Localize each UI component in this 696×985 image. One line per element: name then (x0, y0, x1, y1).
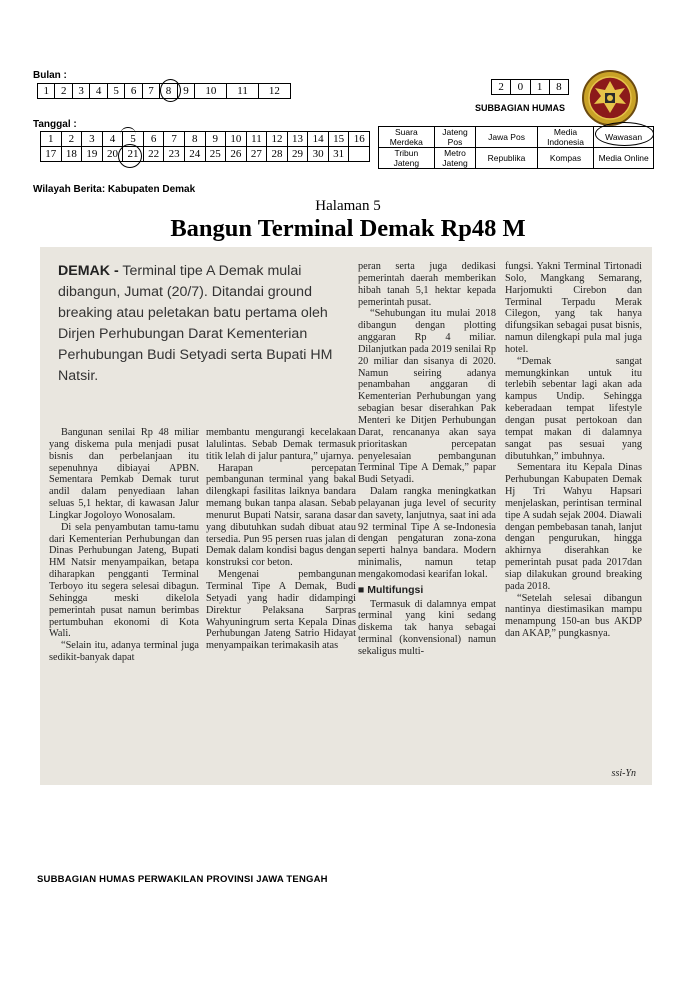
month-cell: 4 (90, 84, 107, 99)
source-kompas: Kompas (537, 148, 594, 169)
article-column-2 (206, 427, 356, 652)
month-cell: 8 (160, 84, 177, 99)
paragraph: “Sehubungan itu mulai 2018 dibangun dengan plotting anggaran Rp 4 miliar. Dilanjutkan pada 2019 senilai Rp 20 miliar dan sisanya di 2020. Namun seiring adanya penambahan anggaran di Kementerian Perhubungan yang sebagian besar diserahkan Pak Menteri ke Ditjen Perhubungan Darat, rencananya akan saya prioritaskan percepatan penyelesaian pembangunan Terminal Tipe A Demak,” papar Budi Setyadi. (358, 308, 496, 486)
month-cell: 1 (38, 84, 55, 99)
source-tribun-jateng: Tribun Jateng (379, 148, 435, 169)
source-jawa-pos: Jawa Pos (476, 127, 537, 148)
date-cell: 8 (184, 132, 205, 147)
byline: ssi-Yn (611, 768, 636, 779)
date-cell: 6 (143, 132, 164, 147)
date-cell: 14 (308, 132, 329, 147)
unit-label: SUBBAGIAN HUMAS (475, 103, 565, 113)
paragraph: Mengenai pembangunan Terminal Tipe A Demak, Budi Setyadi yang hadir didampingi Direktur Pelaksana Sarpras Wahyuningrum serta Kepala Dinas Perhubungan Jateng Satrio Hidayat menyampaikan terimakasih atas (206, 569, 356, 652)
paragraph: peran serta juga dedikasi pemerintah daerah memberikan hibah tanah 5,1 hektar kepada pemerintah pusat. (358, 261, 496, 308)
headline: Bangun Terminal Demak Rp48 M (170, 215, 526, 242)
paragraph: Termasuk di dalamnya empat terminal yang kini sedang diskema tak hanya sebagai terminal (konvensional) namun sekaligus multi- (358, 598, 496, 657)
year-digit: 0 (511, 80, 530, 95)
date-cell: 18 (61, 147, 82, 162)
article-lead (58, 261, 358, 387)
date-cell: 15 (328, 132, 349, 147)
tanggal-label: Tanggal : (33, 119, 77, 130)
month-cell: 5 (107, 84, 124, 99)
date-cell: 9 (205, 132, 226, 147)
paragraph: Di sela penyambutan tamu-tamu dari Kementerian Perhubungan dan Dinas Perhubungan Jateng, Bupati HM Natsir menyampaikan, betapa diharapkan pengganti Terminal Terboyo itu segera selesai dibagun. Sehingga meski dikelola pemerintah pusat namun berimbas pertumbuhan ekonomi di Kota Wali. (49, 521, 199, 640)
footer: SUBBAGIAN HUMAS PERWAKILAN PROVINSI JAWA TENGAH (37, 874, 328, 885)
paragraph: “Demak sangat memungkinkan untuk itu terlebih sebentar lagi akan ada kampus Undip. Sehingga keberadaan tempat lifestyle dengan pusat pertokoan dan tempat makan di dalamnya sangat pas sesuai yang dibutuhkan,” imbuhnya. (505, 355, 642, 462)
article-column-4 (505, 261, 642, 640)
source-republika: Republika (476, 148, 537, 169)
media-source-table (378, 126, 654, 169)
month-cell: 11 (227, 84, 258, 99)
year-digit: 2 (492, 80, 511, 95)
date-cell: 27 (246, 147, 267, 162)
date-cell: 21 (123, 147, 144, 162)
date-cell: 7 (164, 132, 185, 147)
month-cell: 10 (195, 84, 227, 99)
month-cell: 2 (55, 84, 72, 99)
bulan-label: Bulan : (33, 70, 67, 81)
source-media-online: Media Online (594, 148, 654, 169)
month-cell: 6 (125, 84, 142, 99)
paragraph: Dalam rangka meningkatkan pelayanan juga level of security dan savety, lanjutnya, saat ini ada 92 terminal Tipe A se-Indonesia dengan pengaturan zona-zona seperti halnya bandara. Modern minimalis, namun tetap mengakomodasi kearifan lokal. (358, 486, 497, 580)
month-grid (37, 83, 291, 99)
date-cell: 30 (308, 147, 329, 162)
paragraph: Sementara itu Kepala Dinas Perhubungan Kabupaten Demak Hj Tri Wahyu Hapsari menjelaskan, perintisan terminal tipe A sudah sejak 2004. Diawali dengan pembebasan tanah, lanjut dengan pengurukan, hingga akhirnya diserahkan ke pemerintah pusat pada 2017dan siap dilakukan ground breaking pada 2018. (505, 462, 642, 592)
page-label: Halaman 5 (315, 198, 381, 214)
source-media-indonesia: Media Indonesia (537, 127, 594, 148)
date-cell: 17 (41, 147, 62, 162)
date-cell: 24 (184, 147, 205, 162)
year-grid (491, 79, 569, 95)
source-metro-jateng: Metro Jateng (434, 148, 476, 169)
lead-text: Terminal tipe A Demak mulai dibangun, Jumat (20/7). Ditandai ground breaking atau peletakan batu pertama oleh Dirjen Perhubungan Darat Kementerian Perhubungan Budi Setyadi serta Bupati HM Natsir. (58, 263, 333, 384)
garuda-emblem-icon (581, 68, 639, 128)
date-grid (40, 131, 370, 162)
date-cell: 11 (246, 132, 267, 147)
date-cell: 2 (61, 132, 82, 147)
date-cell: 23 (164, 147, 185, 162)
date-cell: 13 (287, 132, 308, 147)
date-cell: 5 (123, 132, 144, 147)
news-clipping (40, 247, 652, 785)
year-digit: 1 (530, 80, 549, 95)
date-cell: 25 (205, 147, 226, 162)
date-cell: 19 (82, 147, 103, 162)
wilayah-berita: Wilayah Berita: Kabupaten Demak (33, 184, 196, 195)
article-column-3 (358, 261, 496, 658)
month-cell: 9 (177, 84, 194, 99)
article-column-1 (49, 427, 199, 664)
paragraph: “Selain itu, adanya terminal juga sedikit-banyak dapat (49, 640, 199, 664)
date-cell: 12 (267, 132, 288, 147)
month-cell: 7 (142, 84, 159, 99)
source-wawasan: Wawasan (594, 127, 654, 148)
date-cell: 26 (226, 147, 247, 162)
paragraph: membantu mengurangi kecelakaan lalulintas. Sebab Demak termasuk titik lelah di jalur pantura,” ujarnya. (206, 427, 356, 462)
dateline: DEMAK - (58, 263, 119, 279)
date-cell: 28 (267, 147, 288, 162)
date-cell: 22 (143, 147, 164, 162)
date-cell: 16 (349, 132, 370, 147)
date-cell: 31 (328, 147, 349, 162)
source-suara-merdeka: Suara Merdeka (379, 127, 435, 148)
date-cell: 10 (226, 132, 247, 147)
date-cell: 1 (41, 132, 62, 147)
date-cell: 3 (82, 132, 103, 147)
year-digit: 8 (549, 80, 568, 95)
source-jateng-pos: Jateng Pos (434, 127, 476, 148)
subheading: ■ Multifungsi (358, 583, 424, 596)
date-cell: 4 (102, 132, 123, 147)
month-cell: 3 (72, 84, 89, 99)
date-cell: 29 (287, 147, 308, 162)
month-cell: 12 (258, 84, 290, 99)
paragraph: fungsi. Yakni Terminal Tirtonadi Solo, Mangkang Semarang, Harjomukti Cirebon dan Terminal Terpadu Merak Cilegon, yang tak hanya difungsikan sebagai pusat bisnis, namun dilengkapi pula mal juga hotel. (505, 261, 642, 355)
date-cell: 20 (102, 147, 123, 162)
paragraph: Bangunan senilai Rp 48 miliar yang diskema pula menjadi pusat bisnis dan perbelanjaan itu sepenuhnya dibiayai APBN. Sementara Pemkab Demak turut andil dalam penyediaan lahan seluas 5,1 hektar, di kawasan Jalur Lingkar Jogoloyo Wonosalam. (49, 427, 199, 521)
paragraph: Harapan percepatan pembangunan terminal yang bakal dilengkapi fasilitas laiknya bandara memang bukan tanpa alasan. Sebab menurut Bupati Natsir, sarana dasar yang dibutuhkan sudah dibuat atau tersedia. Pun 95 persen ruas jalan di Demak dalam kondisi bagus dengan konstruksi cor beton. (206, 462, 356, 569)
paragraph: “Setelah selesai dibangun nantinya diestimasikan mampu menampung 150-an bus AKDP dan AKAP,” pungkasnya. (505, 592, 642, 640)
